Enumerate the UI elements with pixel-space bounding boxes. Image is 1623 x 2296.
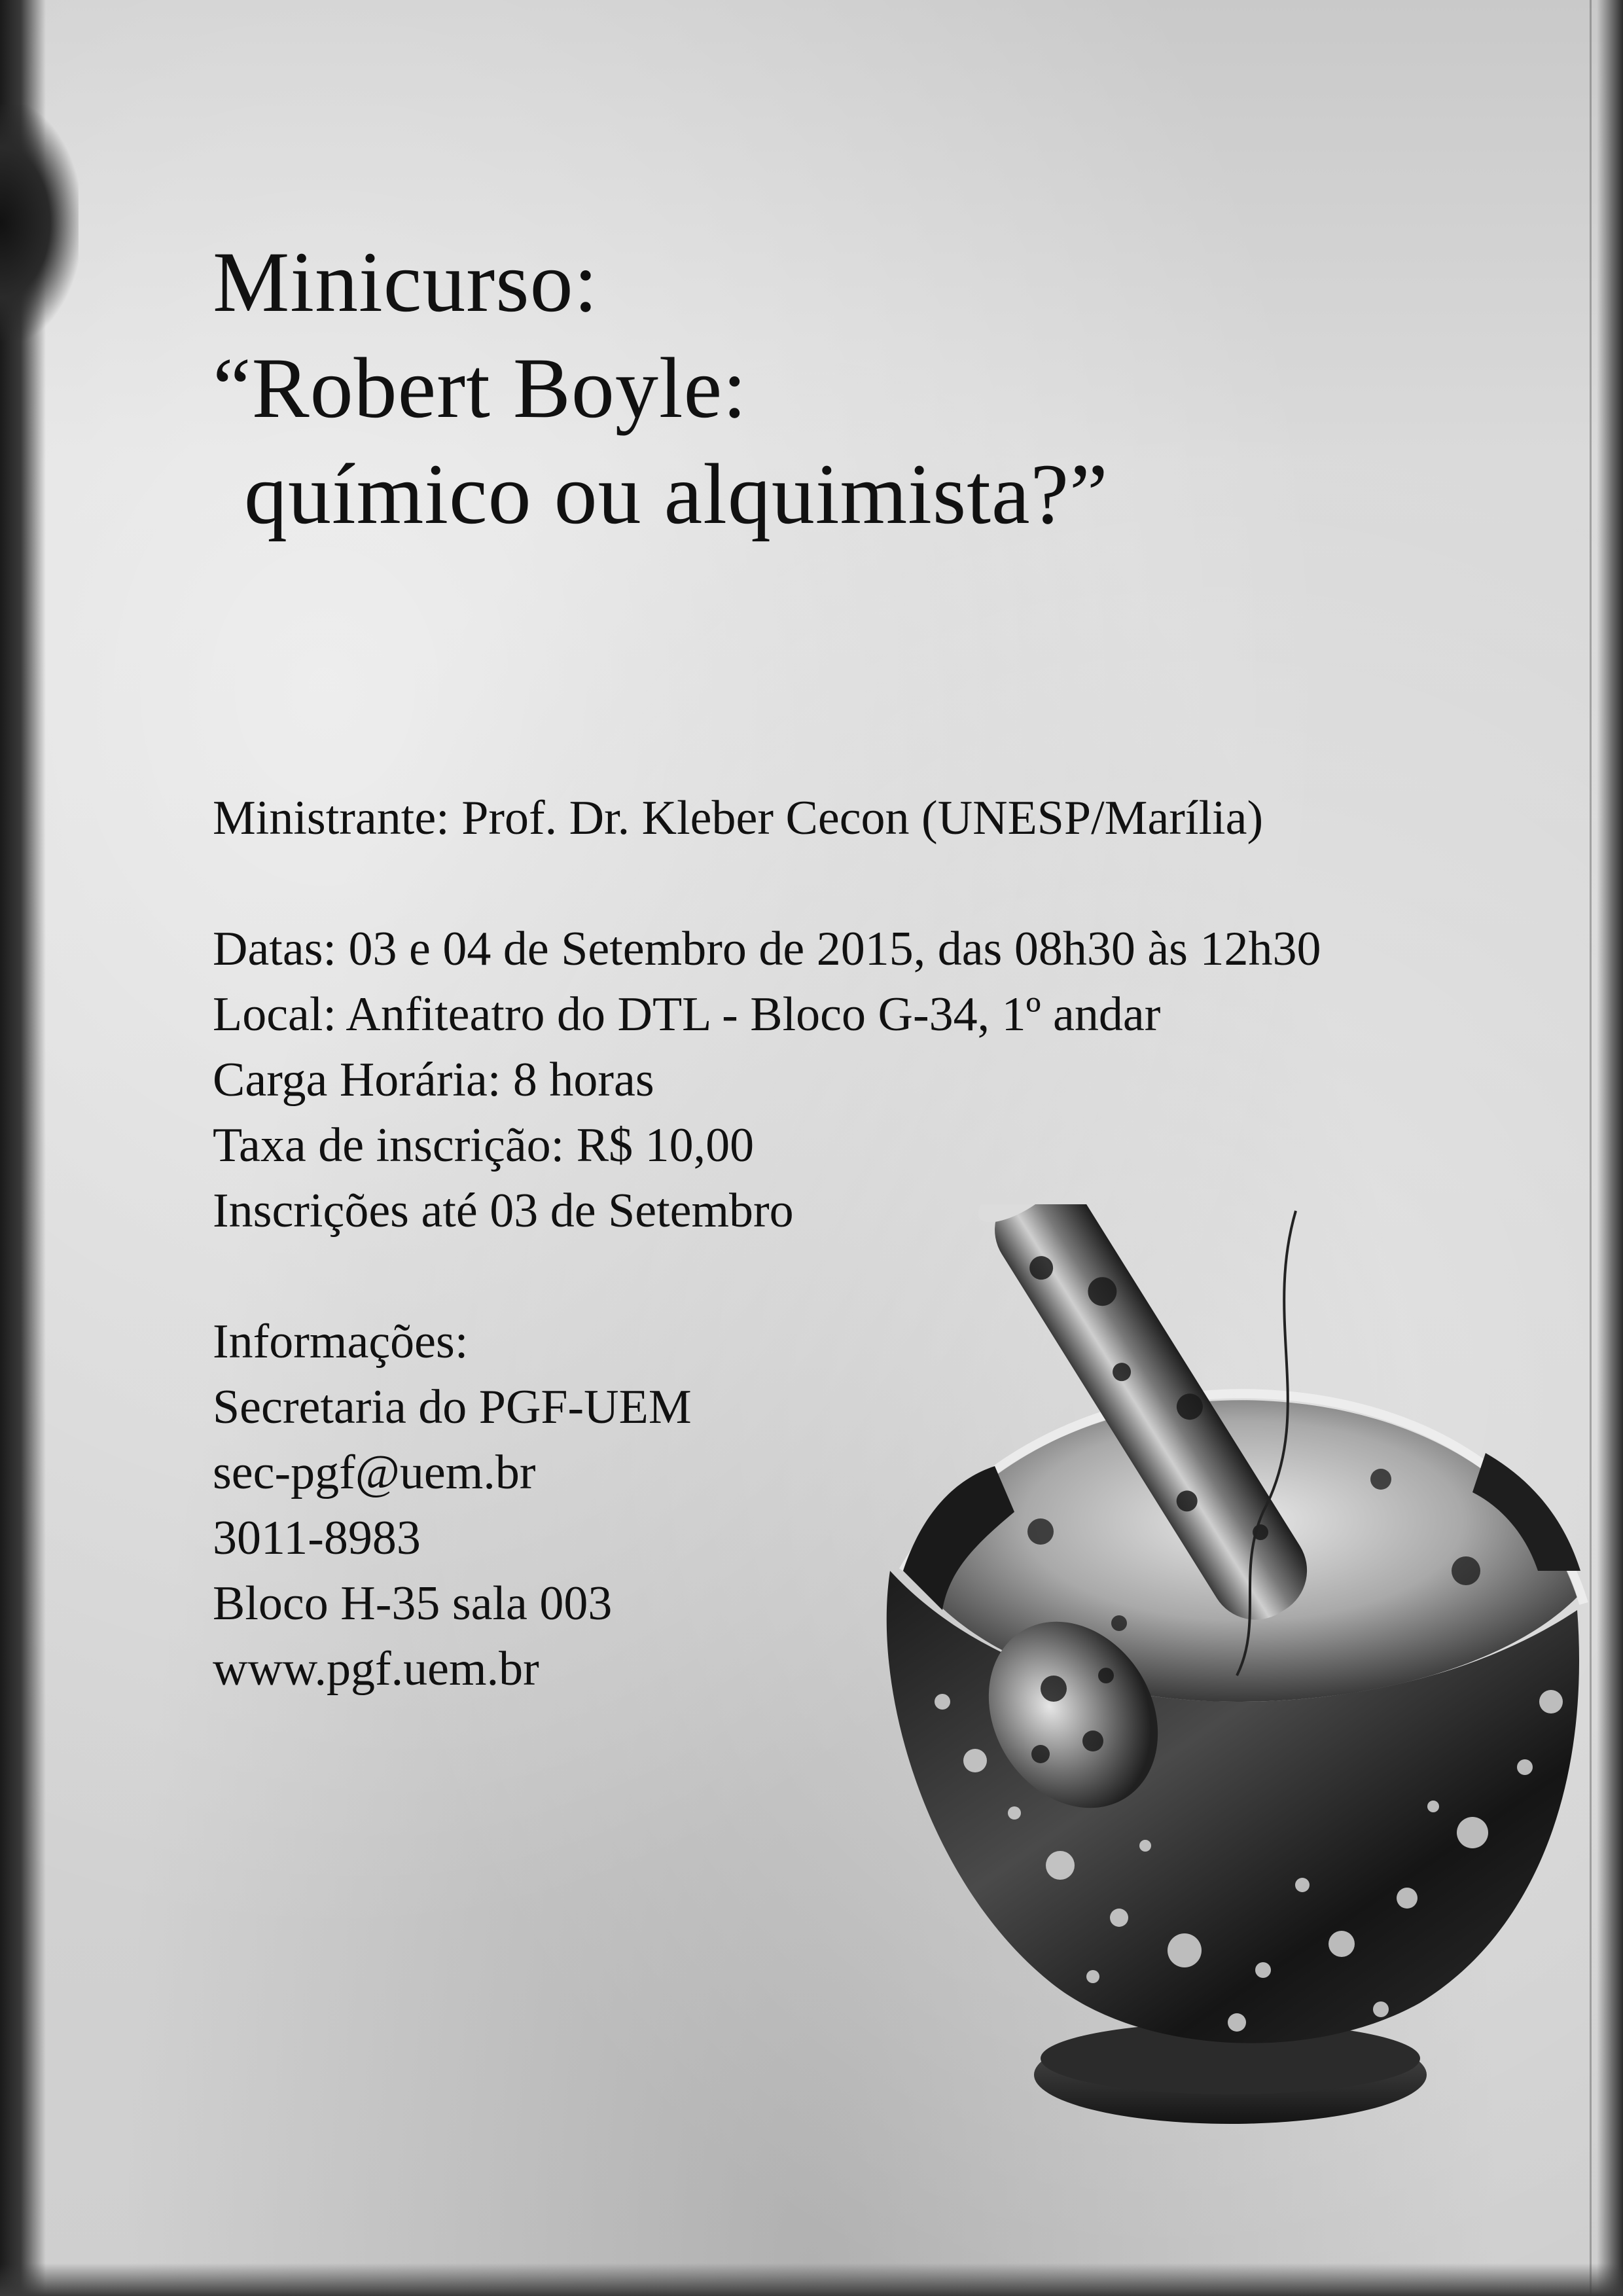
instructor-text: Ministrante: Prof. Dr. Kleber Cecon (UNESP/Marília) (213, 791, 1264, 845)
registration-deadline-text: Inscrições até 03 de Setembro (213, 1184, 794, 1238)
location-text: Local: Anfiteatro do DTL - Bloco G-34, 1º andar (213, 988, 1161, 1041)
fee-text: Taxa de inscrição: R$ 10,00 (213, 1119, 755, 1172)
contact-office: Secretaria do PGF-UEM (213, 1380, 692, 1434)
mortar-and-pestle-icon (844, 1204, 1603, 2153)
title-line-3: químico ou alquimista?” (244, 446, 1109, 542)
contact-phone: 3011-8983 (213, 1511, 421, 1565)
workload-text: Carga Horária: 8 horas (213, 1053, 654, 1107)
worn-bottom-edge (0, 2263, 1623, 2296)
dates-text: Datas: 03 e 04 de Setembro de 2015, das 08h30 às 12h30 (213, 922, 1321, 976)
worn-left-edge (0, 0, 46, 2296)
torn-paper-mark (0, 105, 79, 340)
contact-heading: Informações: (213, 1315, 469, 1369)
title-line-2: “Robert Boyle: (213, 340, 747, 436)
contact-website: www.pgf.uem.br (213, 1642, 539, 1696)
spacer (213, 851, 1321, 916)
contact-email: sec-pgf@uem.br (213, 1446, 536, 1499)
contact-room: Bloco H-35 sala 003 (213, 1577, 613, 1630)
title-line-1: Minicurso: (213, 234, 599, 330)
poster-title (213, 229, 1109, 547)
